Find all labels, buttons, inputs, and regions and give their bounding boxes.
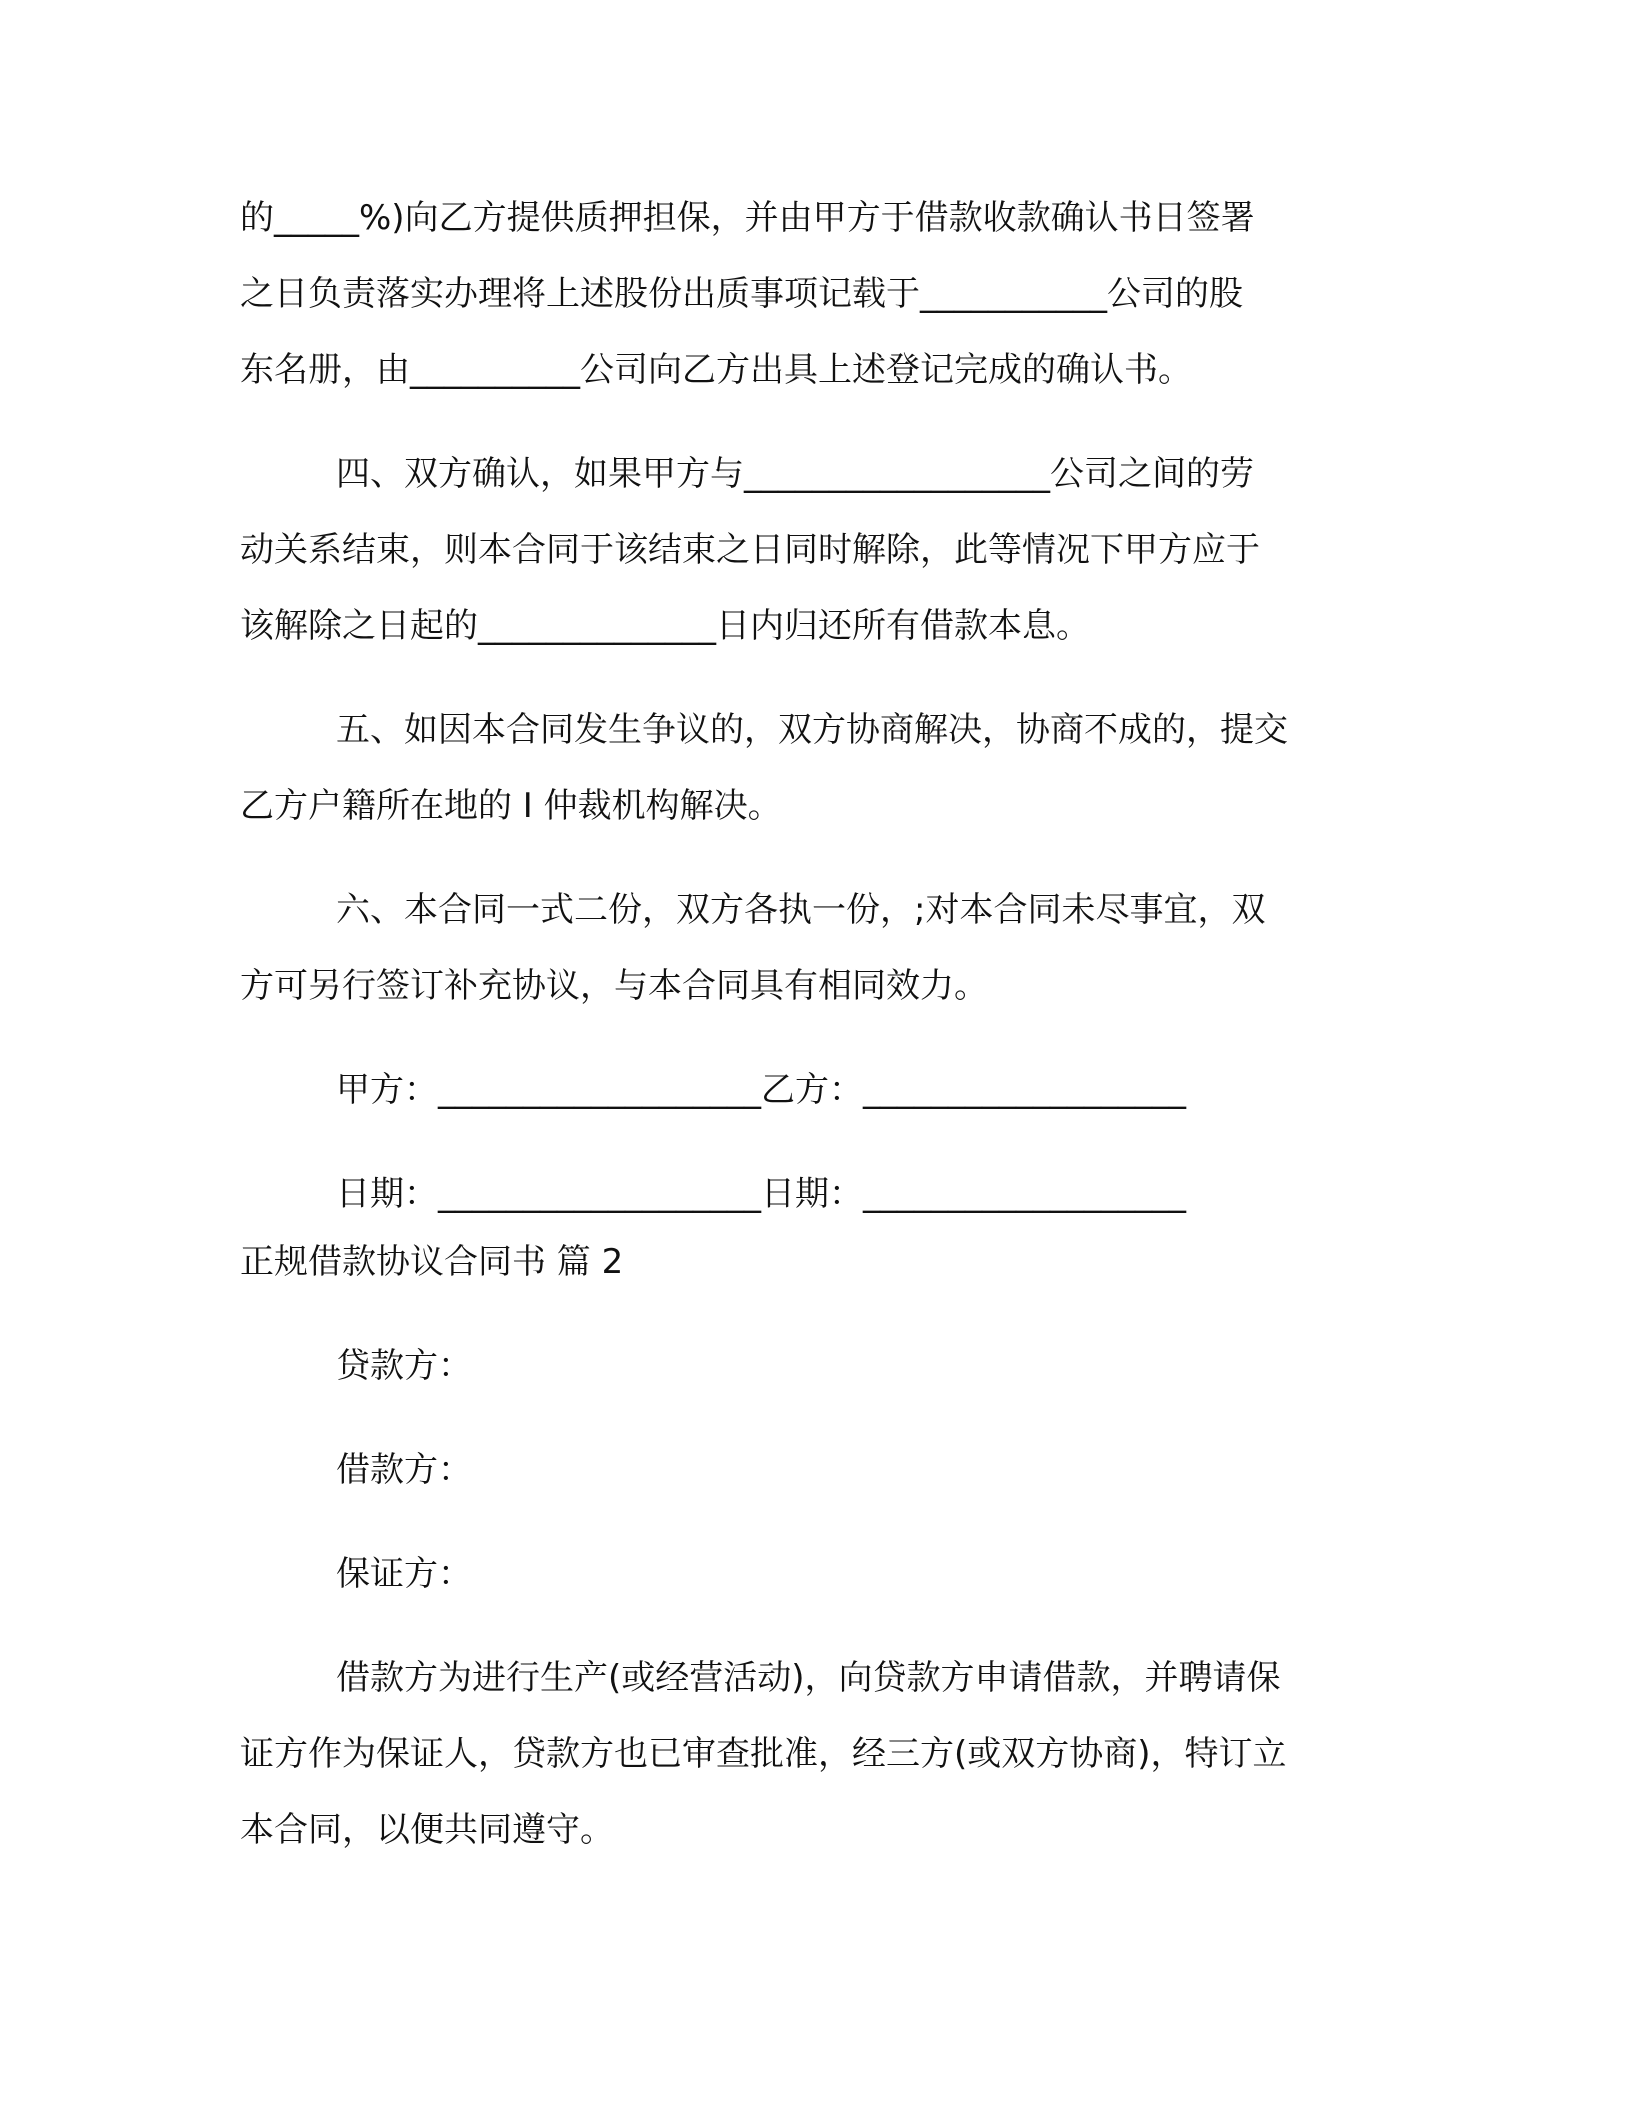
clause-three-line-3: 东名册，由__________公司向乙方出具上述登记完成的确认书。 bbox=[240, 350, 1192, 390]
clause-five-line-1: 五、如因本合同发生争议的，双方协商解决，协商不成的，提交 bbox=[336, 710, 1288, 750]
clause-five-line-2: 乙方户籍所在地的 I 仲裁机构解决。 bbox=[240, 786, 782, 826]
preamble-line-3: 本合同，以便共同遵守。 bbox=[240, 1810, 614, 1850]
section-title: 正规借款协议合同书 篇 2 bbox=[240, 1242, 624, 1282]
signature-line: 甲方：___________________乙方：___________________ bbox=[336, 1070, 1186, 1110]
lender-label: 贷款方： bbox=[336, 1346, 472, 1386]
date-line: 日期：___________________日期：___________________ bbox=[336, 1174, 1186, 1214]
clause-four-line-3: 该解除之日起的______________日内归还所有借款本息。 bbox=[240, 606, 1090, 646]
clause-four-line-2: 动关系结束，则本合同于该结束之日同时解除，此等情况下甲方应于 bbox=[240, 530, 1260, 570]
clause-three-line-1: 的_____%)向乙方提供质押担保，并由甲方于借款收款确认书日签署 bbox=[240, 198, 1255, 238]
preamble-line-2: 证方作为保证人，贷款方也已审查批准，经三方(或双方协商)，特订立 bbox=[240, 1734, 1287, 1774]
guarantor-label: 保证方： bbox=[336, 1554, 472, 1594]
clause-three-line-2: 之日负责落实办理将上述股份出质事项记载于___________公司的股 bbox=[240, 274, 1243, 314]
clause-six-line-2: 方可另行签订补充协议，与本合同具有相同效力。 bbox=[240, 966, 988, 1006]
clause-six-line-1: 六、本合同一式二份，双方各执一份，;对本合同未尽事宜，双 bbox=[336, 890, 1266, 930]
preamble-line-1: 借款方为进行生产(或经营活动)，向贷款方申请借款，并聘请保 bbox=[336, 1658, 1281, 1698]
clause-four-line-1: 四、双方确认，如果甲方与__________________公司之间的劳 bbox=[336, 454, 1254, 494]
borrower-label: 借款方： bbox=[336, 1450, 472, 1490]
